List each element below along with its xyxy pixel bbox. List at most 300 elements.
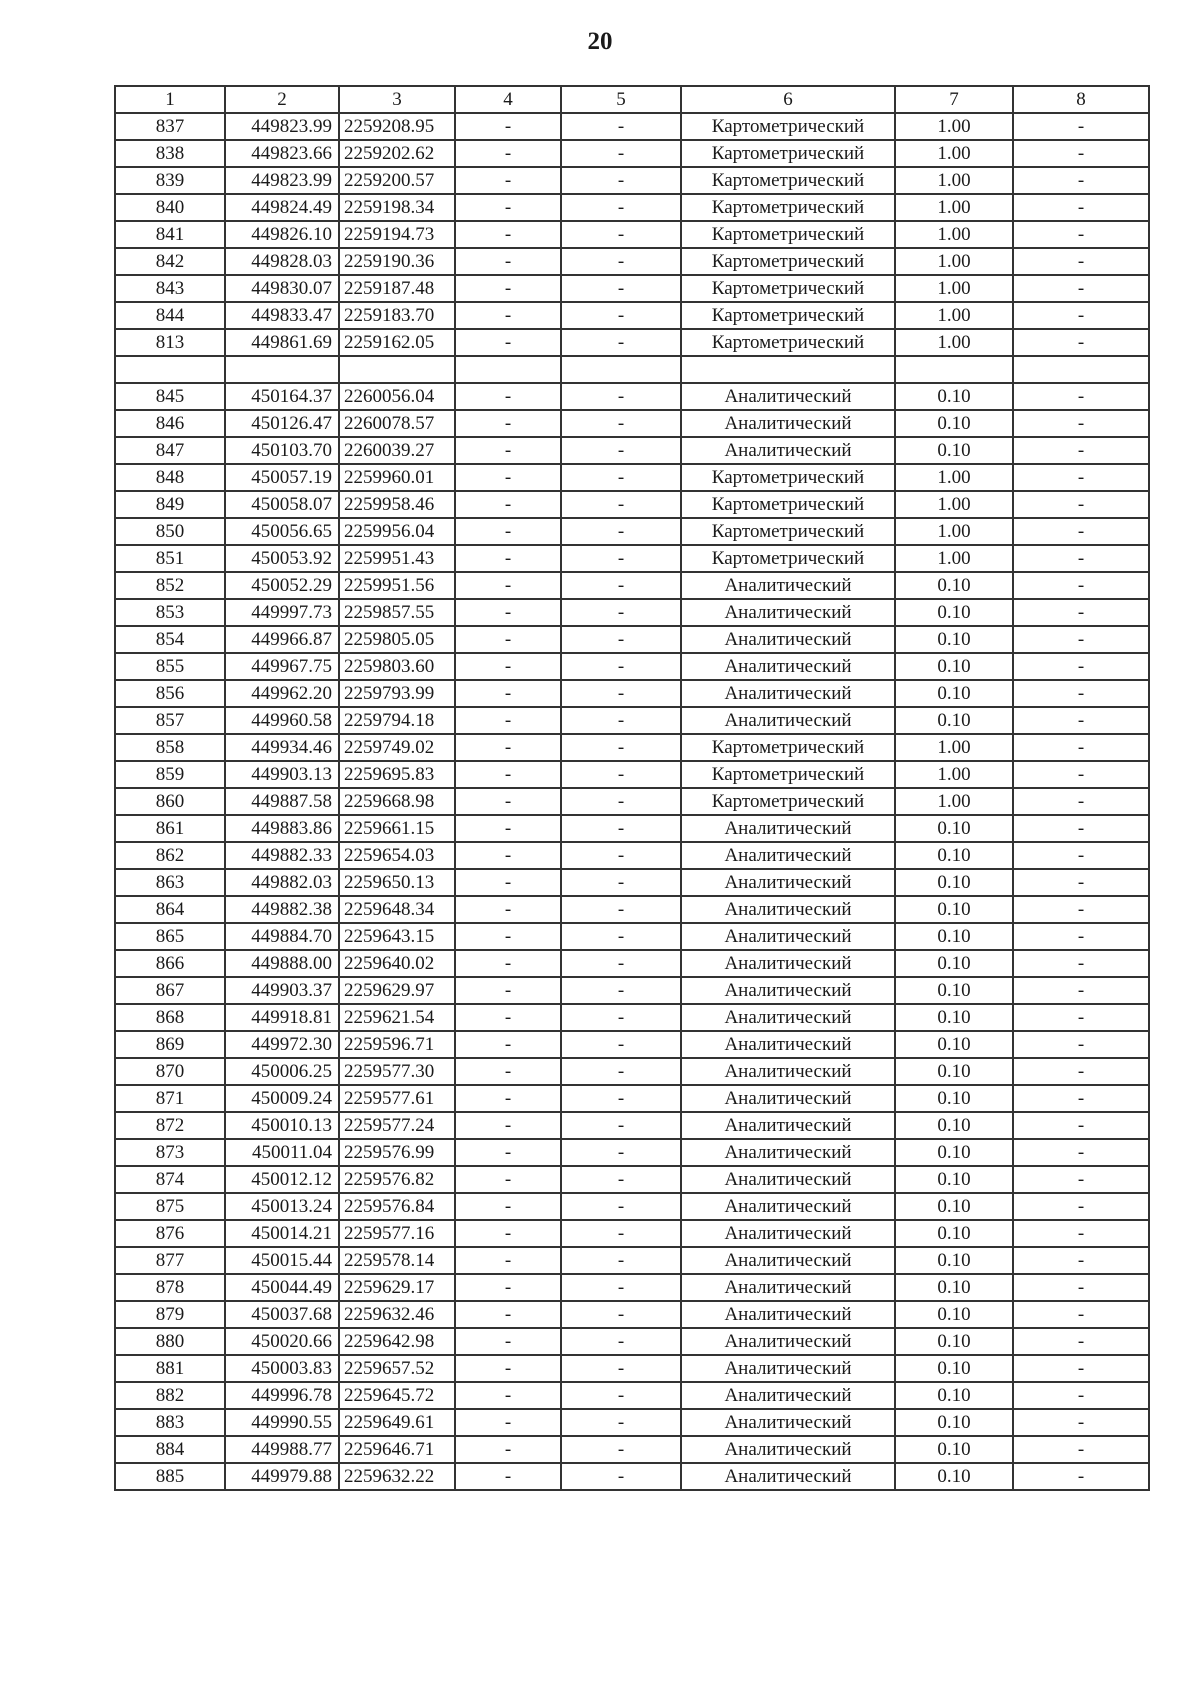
x-coordinate-cell: 449882.38: [225, 896, 339, 923]
x-coordinate-cell: 449824.49: [225, 194, 339, 221]
y-coordinate-cell: 2259187.48: [339, 275, 455, 302]
y-coordinate-cell: 2259596.71: [339, 1031, 455, 1058]
y-coordinate-cell: 2259749.02: [339, 734, 455, 761]
col-4-cell: -: [455, 842, 561, 869]
y-coordinate-cell: 2259643.15: [339, 923, 455, 950]
col-8-cell: -: [1013, 626, 1149, 653]
col-4-cell: -: [455, 464, 561, 491]
y-coordinate-cell: 2259194.73: [339, 221, 455, 248]
col-4-cell: -: [455, 545, 561, 572]
method-cell: Аналитический: [681, 1301, 895, 1328]
accuracy-cell: 0.10: [895, 1193, 1013, 1220]
column-header: 8: [1013, 86, 1149, 113]
accuracy-cell: 0.10: [895, 410, 1013, 437]
col-4-cell: -: [455, 275, 561, 302]
method-cell: Аналитический: [681, 1193, 895, 1220]
y-coordinate-cell: 2259649.61: [339, 1409, 455, 1436]
point-number-cell: [115, 356, 225, 383]
x-coordinate-cell: 449972.30: [225, 1031, 339, 1058]
table-row: [115, 896, 1149, 923]
point-number-cell: 844: [115, 302, 225, 329]
x-coordinate-cell: 449823.99: [225, 167, 339, 194]
table-row: [115, 1355, 1149, 1382]
table-row: [115, 248, 1149, 275]
point-number-cell: 866: [115, 950, 225, 977]
col-8-cell: -: [1013, 734, 1149, 761]
col-8-cell: -: [1013, 950, 1149, 977]
y-coordinate-cell: 2259958.46: [339, 491, 455, 518]
accuracy-cell: 1.00: [895, 194, 1013, 221]
accuracy-cell: 0.10: [895, 1301, 1013, 1328]
col-8-cell: -: [1013, 383, 1149, 410]
method-cell: Аналитический: [681, 1382, 895, 1409]
point-number-cell: 878: [115, 1274, 225, 1301]
point-number-cell: 882: [115, 1382, 225, 1409]
method-cell: Аналитический: [681, 1409, 895, 1436]
accuracy-cell: 1.00: [895, 113, 1013, 140]
col-8-cell: -: [1013, 761, 1149, 788]
col-5-cell: -: [561, 761, 681, 788]
accuracy-cell: 1.00: [895, 464, 1013, 491]
col-4-cell: -: [455, 761, 561, 788]
col-5-cell: -: [561, 599, 681, 626]
page-number: 20: [587, 28, 613, 55]
x-coordinate-cell: 449997.73: [225, 599, 339, 626]
accuracy-cell: 0.10: [895, 599, 1013, 626]
col-4-cell: -: [455, 707, 561, 734]
col-5-cell: -: [561, 410, 681, 437]
y-coordinate-cell: 2259956.04: [339, 518, 455, 545]
method-cell: Аналитический: [681, 1004, 895, 1031]
col-8-cell: -: [1013, 842, 1149, 869]
point-number-cell: 842: [115, 248, 225, 275]
table-row: [115, 1058, 1149, 1085]
table-row: [115, 437, 1149, 464]
method-cell: Аналитический: [681, 707, 895, 734]
x-coordinate-cell: 450057.19: [225, 464, 339, 491]
table-row: [115, 383, 1149, 410]
point-number-cell: 868: [115, 1004, 225, 1031]
y-coordinate-cell: 2259805.05: [339, 626, 455, 653]
method-cell: Аналитический: [681, 653, 895, 680]
col-8-cell: -: [1013, 1112, 1149, 1139]
col-4-cell: -: [455, 1058, 561, 1085]
col-4-cell: -: [455, 1247, 561, 1274]
col-8-cell: -: [1013, 1274, 1149, 1301]
col-8-cell: -: [1013, 1058, 1149, 1085]
point-number-cell: 862: [115, 842, 225, 869]
col-4-cell: -: [455, 653, 561, 680]
accuracy-cell: 0.10: [895, 950, 1013, 977]
accuracy-cell: 0.10: [895, 1220, 1013, 1247]
col-5-cell: -: [561, 1166, 681, 1193]
col-4-cell: -: [455, 167, 561, 194]
col-8-cell: -: [1013, 815, 1149, 842]
accuracy-cell: 0.10: [895, 1004, 1013, 1031]
table-row: [115, 815, 1149, 842]
col-5-cell: -: [561, 491, 681, 518]
table-row: [115, 734, 1149, 761]
col-8-cell: -: [1013, 248, 1149, 275]
accuracy-cell: 1.00: [895, 329, 1013, 356]
method-cell: Аналитический: [681, 1058, 895, 1085]
y-coordinate-cell: 2259576.82: [339, 1166, 455, 1193]
point-number-cell: 849: [115, 491, 225, 518]
col-5-cell: -: [561, 1436, 681, 1463]
point-number-cell: 853: [115, 599, 225, 626]
col-5-cell: -: [561, 1139, 681, 1166]
accuracy-cell: 0.10: [895, 383, 1013, 410]
col-5-cell: -: [561, 464, 681, 491]
col-5-cell: -: [561, 221, 681, 248]
col-5-cell: -: [561, 950, 681, 977]
table-row: [115, 329, 1149, 356]
table-row: [115, 1004, 1149, 1031]
method-cell: Аналитический: [681, 1166, 895, 1193]
point-number-cell: 869: [115, 1031, 225, 1058]
x-coordinate-cell: 449988.77: [225, 1436, 339, 1463]
table-row: [115, 680, 1149, 707]
x-coordinate-cell: 450010.13: [225, 1112, 339, 1139]
accuracy-cell: 1.00: [895, 140, 1013, 167]
col-4-cell: -: [455, 194, 561, 221]
y-coordinate-cell: 2259648.34: [339, 896, 455, 923]
col-8-cell: -: [1013, 1355, 1149, 1382]
col-5-cell: -: [561, 1409, 681, 1436]
method-cell: Аналитический: [681, 626, 895, 653]
method-cell: Аналитический: [681, 572, 895, 599]
col-4-cell: -: [455, 1112, 561, 1139]
col-4-cell: -: [455, 572, 561, 599]
col-5-cell: -: [561, 572, 681, 599]
table-row: [115, 356, 1149, 383]
col-4-cell: -: [455, 248, 561, 275]
y-coordinate-cell: 2259190.36: [339, 248, 455, 275]
col-5-cell: -: [561, 1004, 681, 1031]
col-4-cell: -: [455, 1031, 561, 1058]
accuracy-cell: 0.10: [895, 626, 1013, 653]
y-coordinate-cell: [339, 356, 455, 383]
col-4-cell: -: [455, 1355, 561, 1382]
x-coordinate-cell: 450015.44: [225, 1247, 339, 1274]
coordinates-table: [114, 85, 1150, 1491]
y-coordinate-cell: 2259951.56: [339, 572, 455, 599]
method-cell: Аналитический: [681, 1436, 895, 1463]
accuracy-cell: 0.10: [895, 1085, 1013, 1112]
accuracy-cell: 0.10: [895, 1355, 1013, 1382]
accuracy-cell: 0.10: [895, 1328, 1013, 1355]
point-number-cell: 876: [115, 1220, 225, 1247]
x-coordinate-cell: 449962.20: [225, 680, 339, 707]
col-5-cell: -: [561, 923, 681, 950]
col-5-cell: -: [561, 1382, 681, 1409]
x-coordinate-cell: 449966.87: [225, 626, 339, 653]
y-coordinate-cell: 2259629.17: [339, 1274, 455, 1301]
col-4-cell: -: [455, 1274, 561, 1301]
col-8-cell: -: [1013, 977, 1149, 1004]
y-coordinate-cell: 2259200.57: [339, 167, 455, 194]
y-coordinate-cell: 2259661.15: [339, 815, 455, 842]
accuracy-cell: 0.10: [895, 896, 1013, 923]
method-cell: Аналитический: [681, 896, 895, 923]
col-4-cell: -: [455, 1409, 561, 1436]
table-row: [115, 1112, 1149, 1139]
accuracy-cell: [895, 356, 1013, 383]
col-5-cell: -: [561, 248, 681, 275]
table-row: [115, 1436, 1149, 1463]
point-number-cell: 861: [115, 815, 225, 842]
x-coordinate-cell: 449823.99: [225, 113, 339, 140]
point-number-cell: 881: [115, 1355, 225, 1382]
y-coordinate-cell: 2259632.46: [339, 1301, 455, 1328]
col-5-cell: -: [561, 437, 681, 464]
point-number-cell: 847: [115, 437, 225, 464]
point-number-cell: 858: [115, 734, 225, 761]
x-coordinate-cell: 449888.00: [225, 950, 339, 977]
point-number-cell: 870: [115, 1058, 225, 1085]
y-coordinate-cell: 2259202.62: [339, 140, 455, 167]
method-cell: Аналитический: [681, 1247, 895, 1274]
col-5-cell: -: [561, 194, 681, 221]
col-8-cell: -: [1013, 923, 1149, 950]
method-cell: Картометрический: [681, 194, 895, 221]
point-number-cell: 851: [115, 545, 225, 572]
table-row: [115, 1031, 1149, 1058]
col-4-cell: -: [455, 869, 561, 896]
x-coordinate-cell: 449882.03: [225, 869, 339, 896]
x-coordinate-cell: 449861.69: [225, 329, 339, 356]
point-number-cell: 879: [115, 1301, 225, 1328]
table-row: [115, 464, 1149, 491]
table-row: [115, 302, 1149, 329]
accuracy-cell: 0.10: [895, 653, 1013, 680]
accuracy-cell: 0.10: [895, 707, 1013, 734]
point-number-cell: 859: [115, 761, 225, 788]
col-5-cell: -: [561, 1301, 681, 1328]
method-cell: Картометрический: [681, 329, 895, 356]
col-4-cell: -: [455, 437, 561, 464]
method-cell: Аналитический: [681, 1112, 895, 1139]
col-4-cell: -: [455, 1436, 561, 1463]
col-5-cell: -: [561, 1085, 681, 1112]
method-cell: Аналитический: [681, 1085, 895, 1112]
col-8-cell: -: [1013, 599, 1149, 626]
y-coordinate-cell: 2259794.18: [339, 707, 455, 734]
table-row: [115, 1463, 1149, 1490]
method-cell: Аналитический: [681, 842, 895, 869]
method-cell: Аналитический: [681, 1355, 895, 1382]
x-coordinate-cell: 450013.24: [225, 1193, 339, 1220]
accuracy-cell: 0.10: [895, 1247, 1013, 1274]
table-row: [115, 950, 1149, 977]
x-coordinate-cell: 449960.58: [225, 707, 339, 734]
accuracy-cell: 0.10: [895, 869, 1013, 896]
point-number-cell: 880: [115, 1328, 225, 1355]
accuracy-cell: 1.00: [895, 545, 1013, 572]
method-cell: Картометрический: [681, 491, 895, 518]
point-number-cell: 839: [115, 167, 225, 194]
table-row: [115, 113, 1149, 140]
col-4-cell: -: [455, 1166, 561, 1193]
column-header: 5: [561, 86, 681, 113]
point-number-cell: 840: [115, 194, 225, 221]
point-number-cell: 874: [115, 1166, 225, 1193]
y-coordinate-cell: 2259803.60: [339, 653, 455, 680]
col-8-cell: -: [1013, 1031, 1149, 1058]
point-number-cell: 854: [115, 626, 225, 653]
column-header: 4: [455, 86, 561, 113]
point-number-cell: 883: [115, 1409, 225, 1436]
point-number-cell: 848: [115, 464, 225, 491]
x-coordinate-cell: 449990.55: [225, 1409, 339, 1436]
table-row: [115, 491, 1149, 518]
x-coordinate-cell: 449903.37: [225, 977, 339, 1004]
col-8-cell: -: [1013, 221, 1149, 248]
column-header: 1: [115, 86, 225, 113]
x-coordinate-cell: 449996.78: [225, 1382, 339, 1409]
point-number-cell: 873: [115, 1139, 225, 1166]
y-coordinate-cell: 2259208.95: [339, 113, 455, 140]
col-8-cell: -: [1013, 437, 1149, 464]
col-8-cell: -: [1013, 275, 1149, 302]
col-8-cell: -: [1013, 302, 1149, 329]
x-coordinate-cell: 450009.24: [225, 1085, 339, 1112]
table-row: [115, 626, 1149, 653]
col-4-cell: -: [455, 923, 561, 950]
col-8-cell: -: [1013, 572, 1149, 599]
x-coordinate-cell: 449883.86: [225, 815, 339, 842]
accuracy-cell: 0.10: [895, 1031, 1013, 1058]
accuracy-cell: 1.00: [895, 221, 1013, 248]
point-number-cell: 813: [115, 329, 225, 356]
col-4-cell: -: [455, 1382, 561, 1409]
method-cell: Аналитический: [681, 680, 895, 707]
method-cell: Картометрический: [681, 140, 895, 167]
col-4-cell: -: [455, 410, 561, 437]
y-coordinate-cell: 2259646.71: [339, 1436, 455, 1463]
col-4-cell: -: [455, 221, 561, 248]
method-cell: Аналитический: [681, 1328, 895, 1355]
col-5-cell: -: [561, 1355, 681, 1382]
table-row: [115, 1247, 1149, 1274]
y-coordinate-cell: 2259695.83: [339, 761, 455, 788]
point-number-cell: 865: [115, 923, 225, 950]
col-8-cell: -: [1013, 869, 1149, 896]
y-coordinate-cell: 2259578.14: [339, 1247, 455, 1274]
col-4-cell: -: [455, 329, 561, 356]
table-row: [115, 572, 1149, 599]
y-coordinate-cell: 2259657.52: [339, 1355, 455, 1382]
x-coordinate-cell: 450037.68: [225, 1301, 339, 1328]
table-row: [115, 761, 1149, 788]
accuracy-cell: 1.00: [895, 491, 1013, 518]
accuracy-cell: 1.00: [895, 788, 1013, 815]
method-cell: Аналитический: [681, 383, 895, 410]
x-coordinate-cell: 450103.70: [225, 437, 339, 464]
point-number-cell: 877: [115, 1247, 225, 1274]
method-cell: Аналитический: [681, 977, 895, 1004]
x-coordinate-cell: 449823.66: [225, 140, 339, 167]
method-cell: Картометрический: [681, 788, 895, 815]
table-row: [115, 1220, 1149, 1247]
accuracy-cell: 1.00: [895, 518, 1013, 545]
y-coordinate-cell: 2259645.72: [339, 1382, 455, 1409]
col-5-cell: -: [561, 383, 681, 410]
table-row: [115, 1409, 1149, 1436]
col-5-cell: -: [561, 1220, 681, 1247]
accuracy-cell: 0.10: [895, 815, 1013, 842]
col-5-cell: -: [561, 1112, 681, 1139]
col-8-cell: -: [1013, 680, 1149, 707]
method-cell: Картометрический: [681, 302, 895, 329]
table-row: [115, 518, 1149, 545]
col-4-cell: -: [455, 734, 561, 761]
y-coordinate-cell: 2259654.03: [339, 842, 455, 869]
point-number-cell: 857: [115, 707, 225, 734]
table-row: [115, 275, 1149, 302]
col-5-cell: -: [561, 1193, 681, 1220]
accuracy-cell: 1.00: [895, 167, 1013, 194]
col-8-cell: -: [1013, 1085, 1149, 1112]
col-8-cell: -: [1013, 707, 1149, 734]
accuracy-cell: 0.10: [895, 680, 1013, 707]
point-number-cell: 850: [115, 518, 225, 545]
col-4-cell: -: [455, 1463, 561, 1490]
method-cell: Картометрический: [681, 761, 895, 788]
y-coordinate-cell: 2259857.55: [339, 599, 455, 626]
x-coordinate-cell: 449884.70: [225, 923, 339, 950]
col-5-cell: -: [561, 140, 681, 167]
accuracy-cell: 0.10: [895, 572, 1013, 599]
table-row: [115, 1166, 1149, 1193]
table-row: [115, 599, 1149, 626]
accuracy-cell: 0.10: [895, 842, 1013, 869]
col-8-cell: -: [1013, 896, 1149, 923]
col-8-cell: -: [1013, 410, 1149, 437]
col-4-cell: -: [455, 950, 561, 977]
point-number-cell: 845: [115, 383, 225, 410]
table-row: [115, 1274, 1149, 1301]
col-5-cell: -: [561, 869, 681, 896]
col-4-cell: -: [455, 383, 561, 410]
col-5-cell: -: [561, 113, 681, 140]
y-coordinate-cell: 2259960.01: [339, 464, 455, 491]
col-8-cell: -: [1013, 491, 1149, 518]
point-number-cell: 837: [115, 113, 225, 140]
x-coordinate-cell: 449828.03: [225, 248, 339, 275]
col-5-cell: -: [561, 1058, 681, 1085]
y-coordinate-cell: 2260078.57: [339, 410, 455, 437]
col-8-cell: -: [1013, 1382, 1149, 1409]
accuracy-cell: 0.10: [895, 1463, 1013, 1490]
accuracy-cell: 0.10: [895, 1274, 1013, 1301]
col-5-cell: -: [561, 653, 681, 680]
accuracy-cell: 0.10: [895, 1409, 1013, 1436]
col-5-cell: -: [561, 977, 681, 1004]
table-row: [115, 923, 1149, 950]
point-number-cell: 856: [115, 680, 225, 707]
col-4-cell: [455, 356, 561, 383]
method-cell: Картометрический: [681, 248, 895, 275]
x-coordinate-cell: 450006.25: [225, 1058, 339, 1085]
col-8-cell: -: [1013, 788, 1149, 815]
col-5-cell: -: [561, 302, 681, 329]
col-8-cell: -: [1013, 1436, 1149, 1463]
method-cell: Картометрический: [681, 275, 895, 302]
method-cell: Картометрический: [681, 167, 895, 194]
y-coordinate-cell: 2259576.84: [339, 1193, 455, 1220]
col-4-cell: -: [455, 1139, 561, 1166]
